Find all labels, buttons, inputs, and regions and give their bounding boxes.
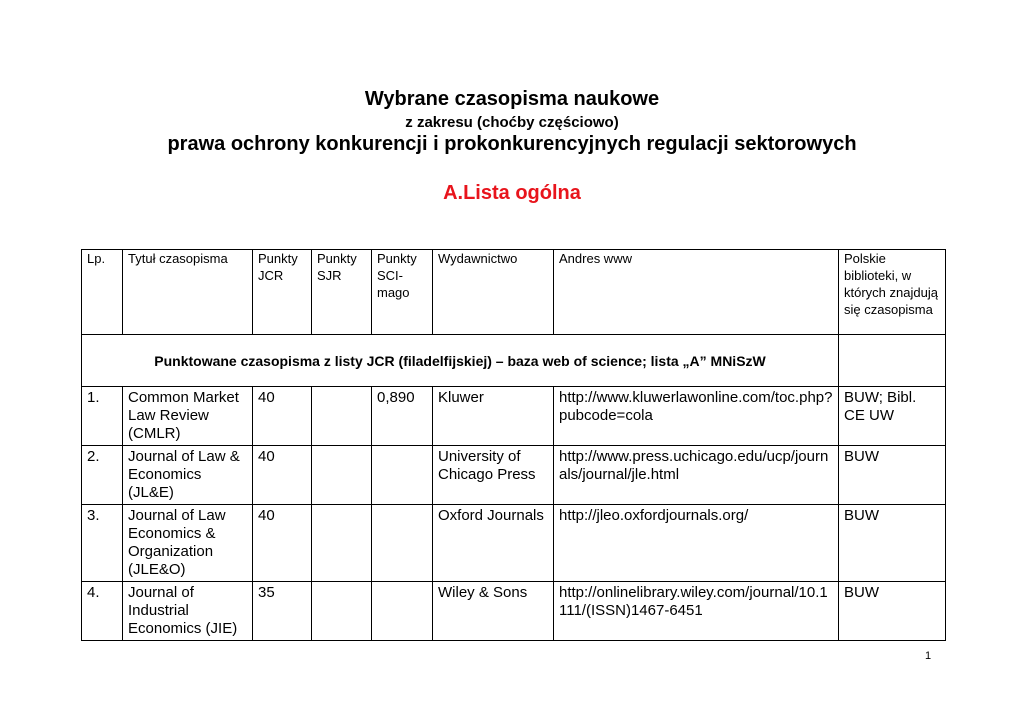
cell-title: Journal of Law & Economics (JL&E) [123, 446, 253, 505]
header-title: Tytuł czasopisma [123, 250, 253, 335]
cell-www: http://www.press.uchicago.edu/ucp/journals/journal/jle.html [554, 446, 839, 505]
cell-lp: 4. [82, 582, 123, 641]
cell-publisher: Wiley & Sons [433, 582, 554, 641]
table-header-row [82, 250, 946, 335]
cell-lp: 1. [82, 387, 123, 446]
header-libraries: Polskie biblioteki, w których znajdują się czasopisma [839, 250, 946, 335]
section-heading: A.Lista ogólna [443, 182, 581, 204]
cell-libraries: BUW [839, 582, 946, 641]
cell-libraries: BUW [839, 446, 946, 505]
cell-title: Journal of Industrial Economics (JIE) [123, 582, 253, 641]
cell-jcr: 40 [253, 505, 312, 582]
table-row [82, 582, 946, 641]
header-sjr: Punkty SJR [312, 250, 372, 335]
header-publisher: Wydawnictwo [433, 250, 554, 335]
header-www: Andres www [554, 250, 839, 335]
document-subtitle: z zakresu (choćby częściowo) [405, 114, 619, 131]
header-jcr: Punkty JCR [253, 250, 312, 335]
cell-title: Journal of Law Economics & Organization (JLE&O) [123, 505, 253, 582]
cell-scimago: 0,890 [372, 387, 433, 446]
table-row [82, 446, 946, 505]
cell-lp: 3. [82, 505, 123, 582]
cell-sjr [312, 446, 372, 505]
section-row-label: Punktowane czasopisma z listy JCR (filadelfijskiej) – baza web of science; lista „A” MNiSzW [82, 335, 839, 387]
table-section-row [82, 335, 946, 387]
cell-libraries: BUW [839, 505, 946, 582]
cell-publisher: Oxford Journals [433, 505, 554, 582]
cell-lp: 2. [82, 446, 123, 505]
document-title-line3: prawa ochrony konkurencji i prokonkurencyjnych regulacji sektorowych [167, 133, 857, 155]
cell-scimago [372, 446, 433, 505]
cell-libraries: BUW; Bibl. CE UW [839, 387, 946, 446]
cell-publisher: University of Chicago Press [433, 446, 554, 505]
header-lp: Lp. [82, 250, 123, 335]
journals-table [81, 249, 946, 641]
cell-publisher: Kluwer [433, 387, 554, 446]
section-row-empty-cell [839, 335, 946, 387]
cell-www: http://jleo.oxfordjournals.org/ [554, 505, 839, 582]
header-scimago: Punkty SCI-mago [372, 250, 433, 335]
cell-scimago [372, 505, 433, 582]
cell-sjr [312, 505, 372, 582]
table-row [82, 387, 946, 446]
cell-jcr: 40 [253, 387, 312, 446]
cell-jcr: 35 [253, 582, 312, 641]
cell-www: http://www.kluwerlawonline.com/toc.php?pubcode=cola [554, 387, 839, 446]
cell-www: http://onlinelibrary.wiley.com/journal/10.1111/(ISSN)1467-6451 [554, 582, 839, 641]
cell-title: Common Market Law Review (CMLR) [123, 387, 253, 446]
document-title: Wybrane czasopisma naukowe [364, 88, 660, 110]
cell-jcr: 40 [253, 446, 312, 505]
table-row [82, 505, 946, 582]
page-number: 1 [925, 650, 932, 662]
cell-scimago [372, 582, 433, 641]
cell-sjr [312, 387, 372, 446]
cell-sjr [312, 582, 372, 641]
